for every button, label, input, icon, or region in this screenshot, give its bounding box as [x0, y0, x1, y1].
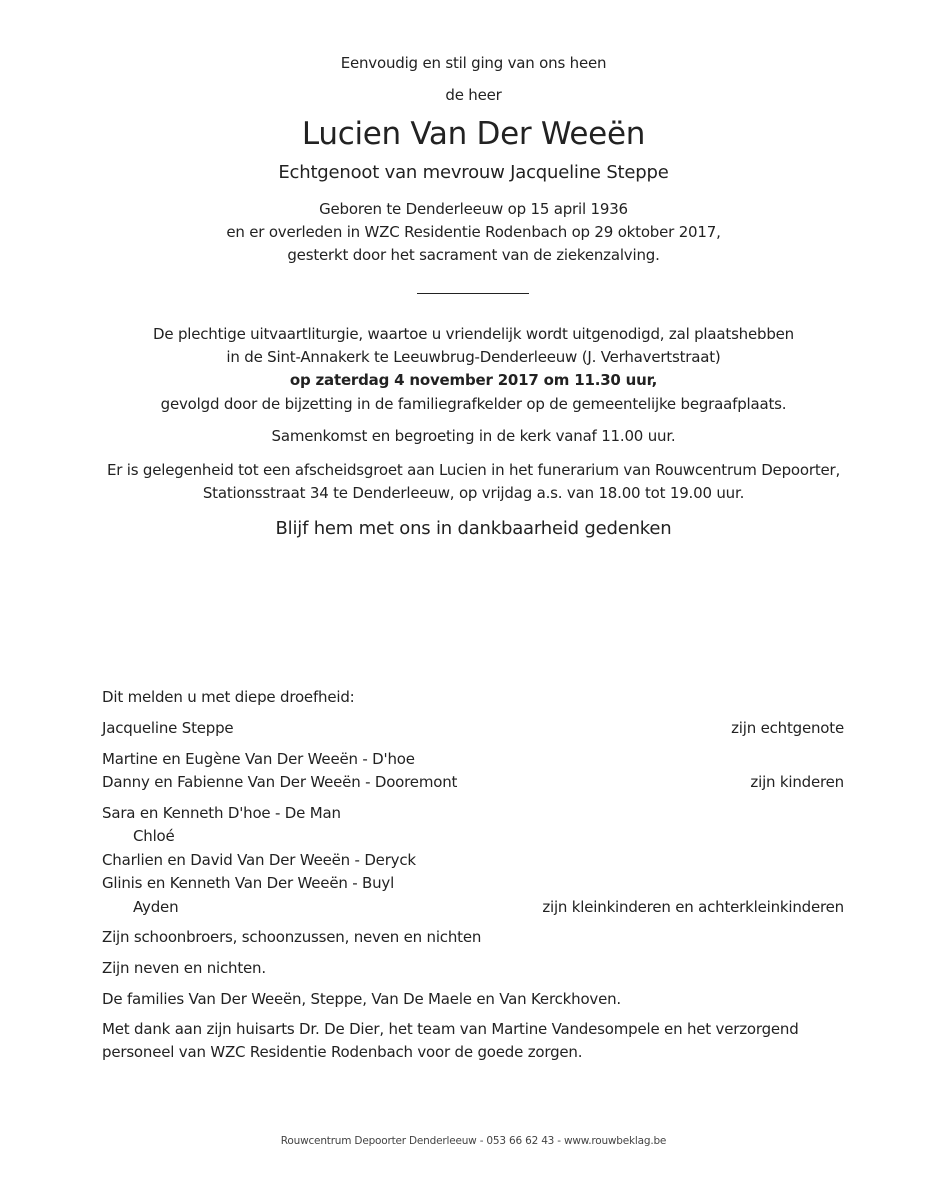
deceased-name: Lucien Van Der Weeën: [301, 116, 646, 152]
ceremony-line-1: De plechtige uitvaartliturgie, waartoe u vriendelijk wordt uitgenodigd, zal plaatshebben: [153, 325, 794, 343]
birth-line: Geboren te Denderleeuw op 15 april 1936: [319, 200, 628, 218]
thanks-line-1: Met dank aan zijn huisarts Dr. De Dier, het team van Martine Vandesompele en het verzorgend: [102, 1020, 799, 1038]
ceremony-line-2: in de Sint-Annakerk te Leeuwbrug-Denderleeuw (J. Verhavertstraat): [226, 348, 721, 366]
remember-line: Blijf hem met ons in dankbaarheid gedenken: [275, 518, 672, 539]
grandchild-1: Sara en Kenneth D'hoe - De Man: [102, 804, 341, 822]
meeting-line: Samenkomst en begroeting in de kerk vanaf 11.00 uur.: [271, 427, 676, 445]
family-intro: Dit melden u met diepe droefheid:: [102, 688, 355, 706]
great-grandchild-2: Ayden: [133, 898, 179, 916]
inlaws-line: Zijn schoonbroers, schoonzussen, neven en nichten: [102, 928, 482, 946]
spouse-name: Jacqueline Steppe: [102, 719, 234, 737]
families-line: De families Van Der Weeën, Steppe, Van De Maele en Van Kerckhoven.: [102, 990, 621, 1008]
great-grandchild-1: Chloé: [133, 827, 175, 845]
intro-text: Eenvoudig en stil ging van ons heen: [340, 54, 607, 72]
sacrament-line: gesterkt door het sacrament van de ziekenzalving.: [287, 246, 660, 264]
footer: Rouwcentrum Depoorter Denderleeuw - 053 66 62 43 - www.rouwbeklag.be: [280, 1135, 667, 1147]
children-role: zijn kinderen: [750, 773, 844, 791]
thanks-line-2: personeel van WZC Residentie Rodenbach voor de goede zorgen.: [102, 1043, 583, 1061]
grandchild-2: Charlien en David Van Der Weeën - Deryck: [102, 851, 416, 869]
honorific: de heer: [445, 86, 502, 104]
farewell-line-1: Er is gelegenheid tot een afscheidsgroet aan Lucien in het funerarium van Rouwcentrum Depoorter,: [106, 461, 841, 479]
farewell-line-2: Stationsstraat 34 te Denderleeuw, op vrijdag a.s. van 18.00 tot 19.00 uur.: [202, 484, 745, 502]
spouse-role: zijn echtgenote: [731, 719, 844, 737]
death-line: en er overleden in WZC Residentie Rodenbach op 29 oktober 2017,: [226, 223, 721, 241]
ceremony-date: op zaterdag 4 november 2017 om 11.30 uur,: [289, 371, 658, 389]
spouse-line: Echtgenoot van mevrouw Jacqueline Steppe: [278, 162, 669, 183]
child-2: Danny en Fabienne Van Der Weeën - Dooremont: [102, 773, 458, 791]
grandchild-3: Glinis en Kenneth Van Der Weeën - Buyl: [102, 874, 395, 892]
grandchildren-role: zijn kleinkinderen en achterkleinkinderen: [542, 898, 844, 916]
ceremony-line-3: gevolgd door de bijzetting in de familiegrafkelder op de gemeentelijke begraafplaats.: [160, 395, 787, 413]
child-1: Martine en Eugène Van Der Weeën - D'hoe: [102, 750, 415, 768]
divider: [417, 293, 529, 294]
cousins-line: Zijn neven en nichten.: [102, 959, 266, 977]
